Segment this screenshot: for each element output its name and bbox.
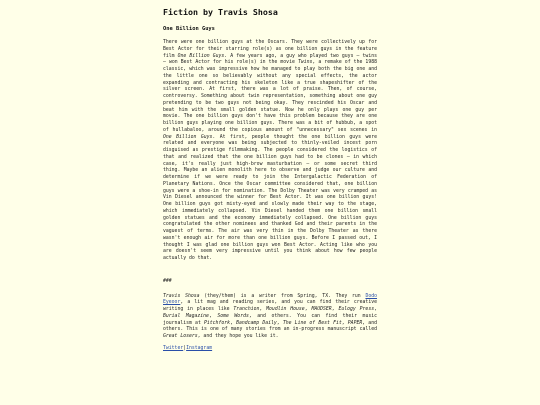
page-title: Fiction by Travis Shosa: [163, 7, 278, 17]
publication-name: Pitchfork: [204, 320, 230, 326]
manuscript-title: Great Losers: [163, 334, 198, 339]
publication-name: Burial Magazine: [163, 313, 209, 319]
publication-name: Some Words: [217, 313, 249, 319]
story-text: , a remake of the 1988 classic, which was impressive how he managed to play both the big one and the little one so believably without any special effects, the actor expanding and contracting his skeleton like a true shapeshifter of the silver screen. At first, there was a lot of praise. Then, of course, controversy. Something about twin representation, something about one guy pretending to be two guys not being okay. They rescinded his Oscar and beat him with the small golden statue. Now he only plays one guy per movie. The one billion guys don't have this problem because they are one billion guys playing one billion guys. There was a bit of hubbub, a spot of hullabaloo, around the copious amount of "unnecessary" sex scenes in: [163, 60, 377, 133]
story-text: There were one billion guys at the Oscars. They were collectively up for Best Actor for their starring role(s) as one billion guys in the feature film: [163, 40, 377, 59]
bio-text: , and others. You can find their music journalism at: [163, 313, 377, 326]
story-body: [163, 40, 377, 263]
bio-text: ,: [304, 307, 312, 312]
story-text: . At first, people thought the one billion guys were related and everyone was being subjected to thinly-veiled incest porn disguised as prestige filmmaking. The people considered the logistics of that and realized that the one billion guys had to be clones – in which case, it's really just high-brow masturbation – or some secret third thing. Maybe an alien monolith here to observe and judge our culture and determine if we were ready to join the Intergalactic Federation of Planetary Nations. Once the Oscar committee considered that, one billion guys were a shoe-in for nomination. The Dolby Theater was very cramped as Vin Diesel announced the winner for Best Actor. It was one billion guys! One billion guys got misty-eyed and slowly made their way to the stage, which immediately collapsed. Vin Diesel handed them one billion small golden statues and the economy immediately collapsed. One billion guys congratulated the other nominees and thanked God and their parents in the vaguest of terms. The air was very thin in the Dolby Theater as there wasn't enough air for more than one billion guys. Before I passed out, I thought I was glad one billion guys won Best Actor. Acting like who you are doesn't seem very impressive until you think about how few people actually do that.: [163, 134, 377, 261]
story-title: One Billion Guys: [163, 26, 215, 32]
bio-text: , a lit mag and reading series, and you can find their creative writing in places like: [163, 300, 377, 312]
section-divider: ###: [163, 278, 172, 284]
page-content: [163, 0, 377, 352]
bio-text: ,: [276, 320, 283, 326]
publication-name: PAPER: [347, 320, 363, 326]
story-film-title: One Billion Guys: [163, 134, 213, 140]
bio-text: (they/them) is a writer from Spring, TX. They run: [199, 293, 366, 299]
lit-mag-link[interactable]: Dodo Eyeoor: [163, 293, 378, 306]
publication-name: Moudlin House: [266, 307, 305, 312]
story-film-title: Twins: [297, 60, 313, 66]
publication-name: Tranchion: [233, 307, 260, 312]
bio-text: ,: [208, 313, 218, 319]
bio-text: ,: [259, 307, 267, 312]
twitter-link[interactable]: Twitter: [163, 345, 184, 351]
bio-text: ,: [230, 320, 237, 326]
bio-text: ,: [341, 320, 348, 326]
bio-text: , and they hope you like it.: [197, 334, 279, 339]
social-links: [163, 345, 377, 352]
story-text: . A few years ago, a guy who played two guys – twins – won Best Actor for his role(s) in the movie: [163, 53, 377, 66]
publication-name: Bandcamp Daily: [236, 320, 277, 326]
publication-name: The Line of Best Fit: [282, 320, 342, 326]
bio-text: ,: [374, 307, 377, 312]
author-bio: [163, 294, 377, 341]
link-separator: |: [183, 345, 187, 351]
bio-text: , and others. This is one of many stories from an in-progress manuscript called: [163, 320, 377, 333]
instagram-link[interactable]: Instagram: [186, 345, 213, 351]
publication-name: Eulogy Press: [338, 307, 375, 312]
author-name: Travis Shosa: [163, 293, 200, 299]
story-film-title: One Billion Guys: [177, 53, 225, 59]
bio-text: ,: [331, 307, 339, 312]
publication-name: MAUDSER: [311, 307, 332, 312]
